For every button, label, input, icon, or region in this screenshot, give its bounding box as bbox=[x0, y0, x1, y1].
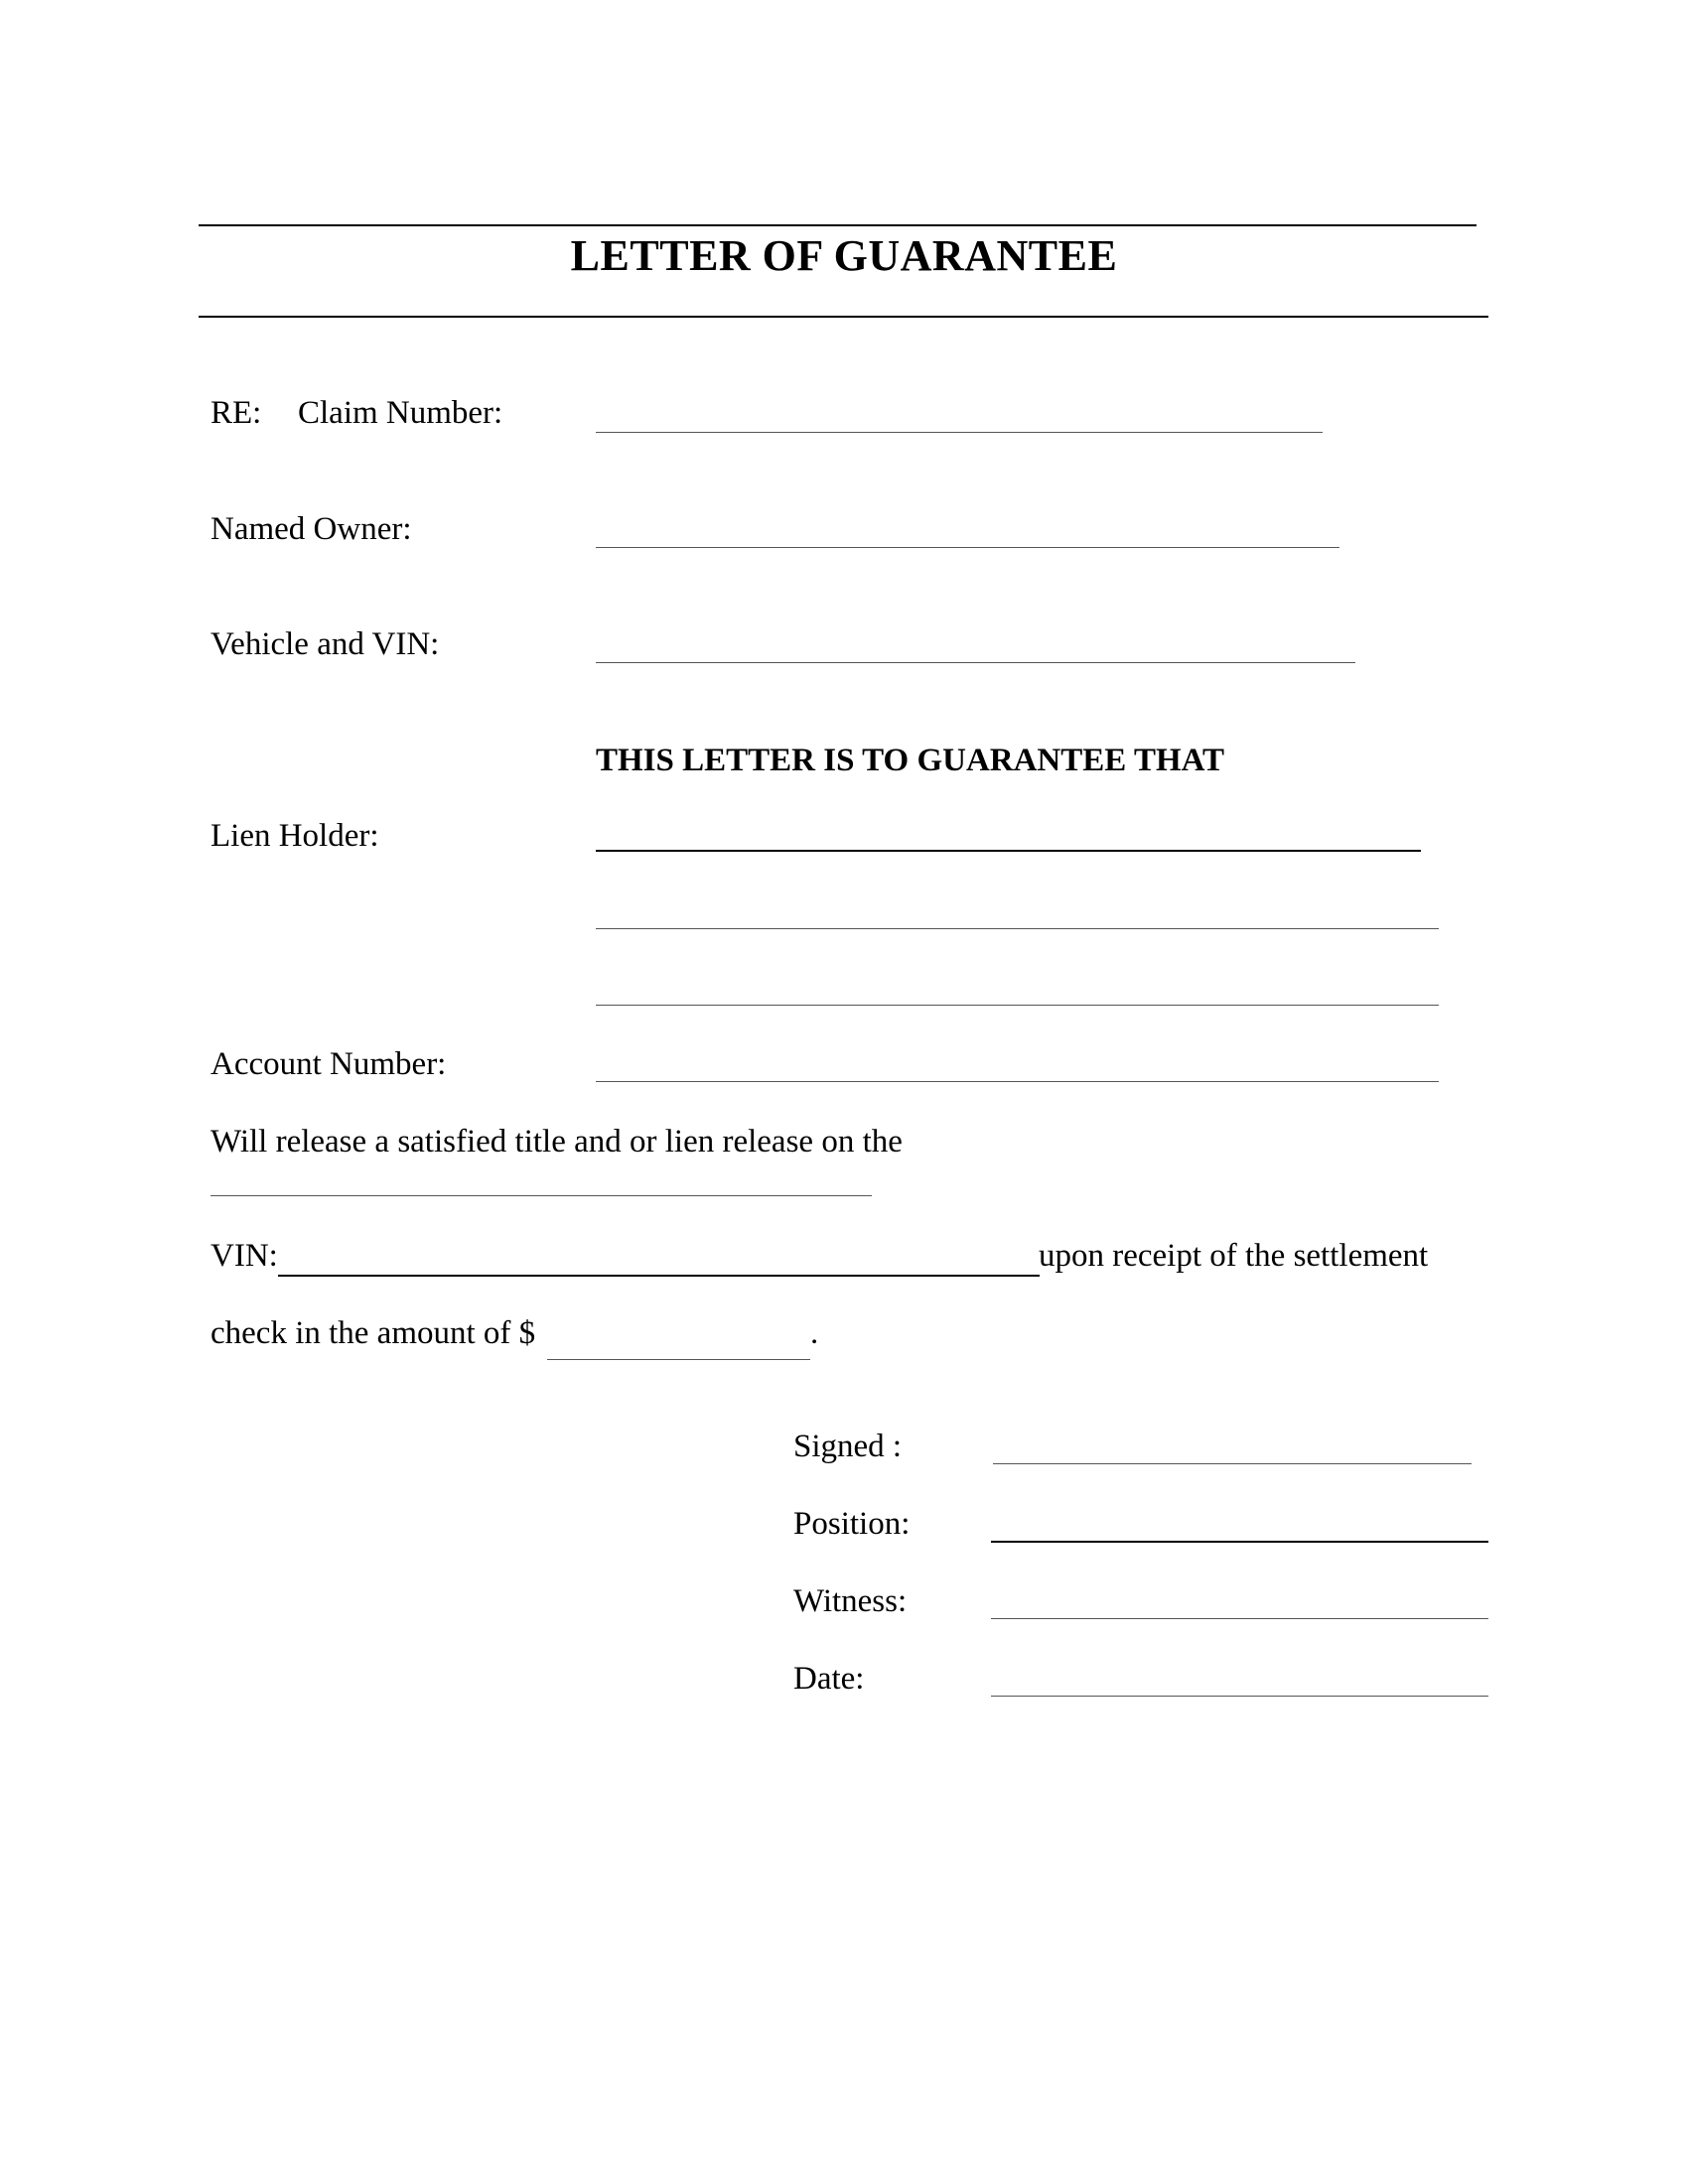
date-label: Date: bbox=[793, 1661, 865, 1697]
witness-label: Witness: bbox=[793, 1583, 908, 1619]
amount-field[interactable] bbox=[547, 1359, 810, 1360]
lien-holder-field-3[interactable] bbox=[596, 1005, 1439, 1006]
vehicle-vin-label: Vehicle and VIN: bbox=[211, 626, 440, 662]
amount-period: . bbox=[810, 1315, 819, 1351]
account-number-field[interactable] bbox=[596, 1081, 1439, 1082]
signed-field[interactable] bbox=[993, 1463, 1472, 1464]
position-field[interactable] bbox=[991, 1541, 1488, 1543]
vin-label: VIN: bbox=[211, 1238, 278, 1274]
release-description-field[interactable] bbox=[211, 1195, 872, 1196]
amount-text: check in the amount of $ bbox=[211, 1315, 536, 1351]
position-label: Position: bbox=[793, 1506, 911, 1542]
title-top-rule bbox=[199, 224, 1477, 226]
lien-holder-field-1[interactable] bbox=[596, 850, 1421, 852]
claim-number-field[interactable] bbox=[596, 432, 1323, 433]
lien-holder-label: Lien Holder: bbox=[211, 818, 379, 854]
date-field[interactable] bbox=[991, 1696, 1488, 1697]
lien-holder-field-2[interactable] bbox=[596, 928, 1439, 929]
named-owner-field[interactable] bbox=[596, 547, 1339, 548]
document-title: LETTER OF GUARANTEE bbox=[570, 231, 1118, 280]
account-number-label: Account Number: bbox=[211, 1046, 447, 1082]
signed-label: Signed : bbox=[793, 1429, 903, 1464]
vin-field[interactable] bbox=[278, 1275, 1040, 1277]
vehicle-vin-field[interactable] bbox=[596, 662, 1355, 663]
settlement-text: upon receipt of the settlement bbox=[1039, 1238, 1429, 1274]
re-label: RE: bbox=[211, 395, 262, 431]
title-bottom-rule bbox=[199, 316, 1488, 318]
witness-field[interactable] bbox=[991, 1618, 1488, 1619]
claim-number-label: Claim Number: bbox=[298, 395, 503, 431]
named-owner-label: Named Owner: bbox=[211, 511, 412, 547]
release-statement: Will release a satisfied title and or lien release on the bbox=[211, 1124, 903, 1160]
guarantee-heading: THIS LETTER IS TO GUARANTEE THAT bbox=[596, 743, 1225, 778]
